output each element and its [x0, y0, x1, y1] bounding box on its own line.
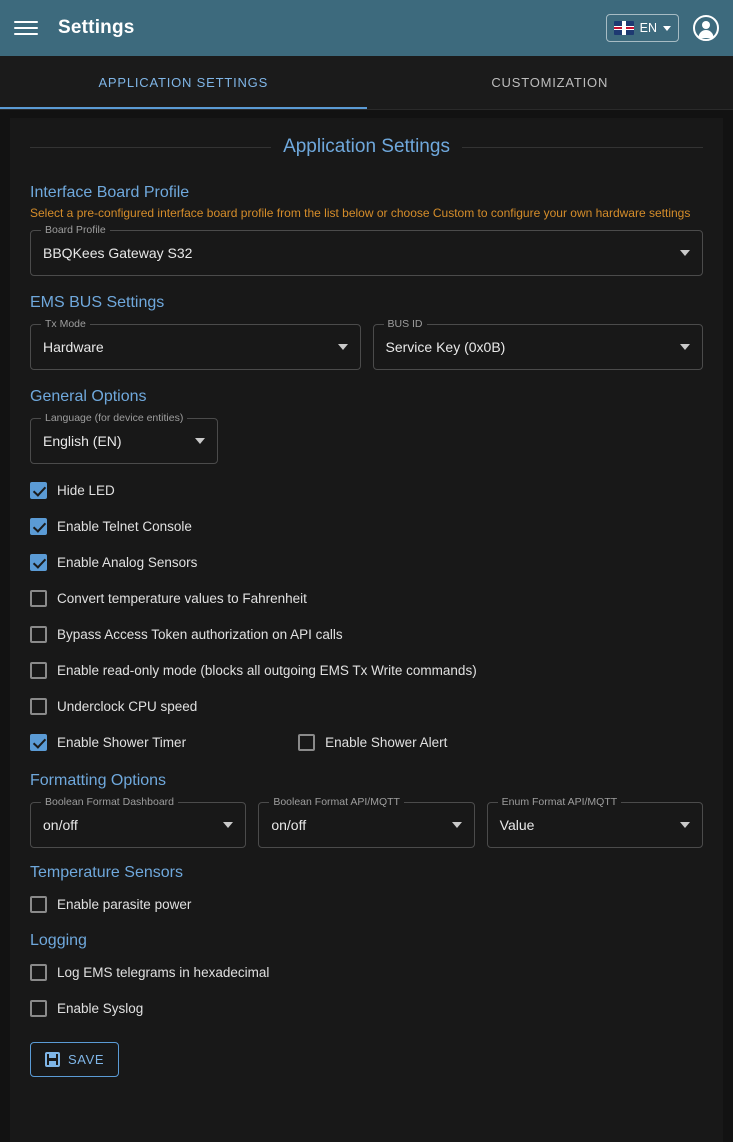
tab-bar — [0, 56, 733, 110]
checkbox-icon[interactable] — [30, 482, 47, 499]
account-circle-icon[interactable] — [693, 15, 719, 41]
boolean-api-value: on/off — [271, 817, 307, 833]
app-bar-actions — [606, 14, 719, 42]
checkbox-log-hex-telegrams[interactable] — [30, 954, 703, 990]
checkbox-label: Enable Telnet Console — [57, 518, 192, 534]
tab-customization[interactable] — [367, 56, 733, 109]
section-ems-bus-title: EMS BUS Settings — [30, 294, 165, 311]
settings-page — [10, 118, 723, 1142]
tab-label: CUSTOMIZATION — [491, 75, 609, 90]
board-profile-value: BBQKees Gateway S32 — [43, 245, 193, 261]
checkbox-label: Bypass Access Token authorization on API calls — [57, 626, 343, 642]
checkbox-icon[interactable] — [30, 518, 47, 535]
checkbox-label: Underclock CPU speed — [57, 698, 198, 714]
page-heading-row — [30, 136, 703, 158]
section-formatting-options-title: Formatting Options — [30, 772, 167, 789]
checkbox-bypass-access-token[interactable] — [30, 616, 703, 652]
language-code-label: EN — [639, 21, 657, 35]
chevron-down-icon — [680, 344, 690, 350]
checkbox-label: Convert temperature values to Fahrenheit — [57, 590, 307, 606]
checkbox-icon[interactable] — [30, 626, 47, 643]
section-interface-board-description: Select a pre-configured interface board profile from the list below or choose Custom to configure your own hardware settings — [30, 206, 691, 220]
checkbox-icon[interactable] — [30, 896, 47, 913]
checkbox-enable-analog-sensors[interactable] — [30, 544, 703, 580]
page-title: Settings — [58, 17, 135, 38]
checkbox-label: Hide LED — [57, 482, 115, 498]
boolean-format-dashboard-select[interactable] — [30, 796, 246, 848]
checkbox-label: Enable Shower Timer — [57, 734, 187, 750]
checkbox-icon[interactable] — [30, 590, 47, 607]
tx-mode-legend: Tx Mode — [41, 318, 90, 330]
section-interface-board-title: Interface Board Profile — [30, 184, 190, 201]
checkbox-label: Enable Shower Alert — [325, 734, 448, 750]
app-bar — [0, 0, 733, 56]
checkbox-convert-fahrenheit[interactable] — [30, 580, 703, 616]
formatting-options-row — [30, 796, 703, 848]
bus-id-legend: BUS ID — [384, 318, 427, 330]
chevron-down-icon — [452, 822, 462, 828]
chevron-down-icon — [223, 822, 233, 828]
save-disk-icon — [45, 1052, 60, 1067]
checkbox-label: Enable Analog Sensors — [57, 554, 198, 570]
checkbox-icon[interactable] — [30, 1000, 47, 1017]
bus-id-select[interactable] — [373, 318, 704, 370]
checkbox-icon[interactable] — [298, 734, 315, 751]
tx-mode-select[interactable] — [30, 318, 361, 370]
checkbox-icon[interactable] — [30, 554, 47, 571]
shower-options-row — [30, 724, 703, 760]
board-profile-legend: Board Profile — [41, 224, 110, 236]
bus-id-value: Service Key (0x0B) — [385, 339, 506, 355]
checkbox-icon[interactable] — [30, 698, 47, 715]
boolean-format-api-select[interactable] — [258, 796, 474, 848]
language-selector[interactable] — [606, 14, 679, 42]
section-general-options-title: General Options — [30, 388, 147, 405]
checkbox-enable-telnet-console[interactable] — [30, 508, 703, 544]
chevron-down-icon — [680, 250, 690, 256]
checkbox-hide-led[interactable] — [30, 472, 703, 508]
chevron-down-icon — [663, 26, 671, 31]
checkbox-underclock-cpu[interactable] — [30, 688, 703, 724]
save-button-label: SAVE — [68, 1052, 105, 1067]
chevron-down-icon — [338, 344, 348, 350]
checkbox-label: Log EMS telegrams in hexadecimal — [57, 964, 270, 980]
enum-format-api-select[interactable] — [487, 796, 703, 848]
checkbox-enable-shower-alert[interactable] — [298, 734, 447, 751]
chevron-down-icon — [680, 822, 690, 828]
checkbox-icon[interactable] — [30, 964, 47, 981]
checkbox-read-only-mode[interactable] — [30, 652, 703, 688]
boolean-dashboard-legend: Boolean Format Dashboard — [41, 796, 178, 808]
language-value: English (EN) — [43, 433, 122, 449]
checkbox-label: Enable read-only mode (blocks all outgoing EMS Tx Write commands) — [57, 662, 477, 678]
checkbox-enable-parasite-power[interactable] — [30, 886, 703, 922]
section-temperature-sensors-title: Temperature Sensors — [30, 864, 183, 881]
chevron-down-icon — [195, 438, 205, 444]
boolean-dashboard-value: on/off — [43, 817, 78, 833]
language-entities-select[interactable] — [30, 412, 218, 464]
page-heading: Application Settings — [283, 136, 450, 157]
board-profile-select[interactable] — [30, 224, 703, 276]
checkbox-enable-syslog[interactable] — [30, 990, 703, 1026]
checkbox-label: Enable Syslog — [57, 1000, 144, 1016]
divider-left — [30, 147, 271, 148]
boolean-api-legend: Boolean Format API/MQTT — [269, 796, 404, 808]
section-logging-title: Logging — [30, 932, 87, 949]
tx-mode-value: Hardware — [43, 339, 104, 355]
save-button[interactable] — [30, 1042, 119, 1077]
checkbox-label: Enable parasite power — [57, 896, 192, 912]
tab-label: APPLICATION SETTINGS — [98, 75, 269, 90]
checkbox-icon[interactable] — [30, 734, 47, 751]
tab-application-settings[interactable] — [0, 56, 367, 109]
hamburger-menu-icon[interactable] — [14, 16, 38, 40]
flag-uk-icon — [614, 21, 634, 35]
enum-api-value: Value — [499, 817, 535, 833]
divider-right — [462, 147, 703, 148]
language-legend: Language (for device entities) — [41, 412, 187, 424]
checkbox-enable-shower-timer[interactable] — [30, 734, 186, 751]
ems-bus-row — [30, 318, 703, 370]
checkbox-icon[interactable] — [30, 662, 47, 679]
enum-api-legend: Enum Format API/MQTT — [498, 796, 622, 808]
